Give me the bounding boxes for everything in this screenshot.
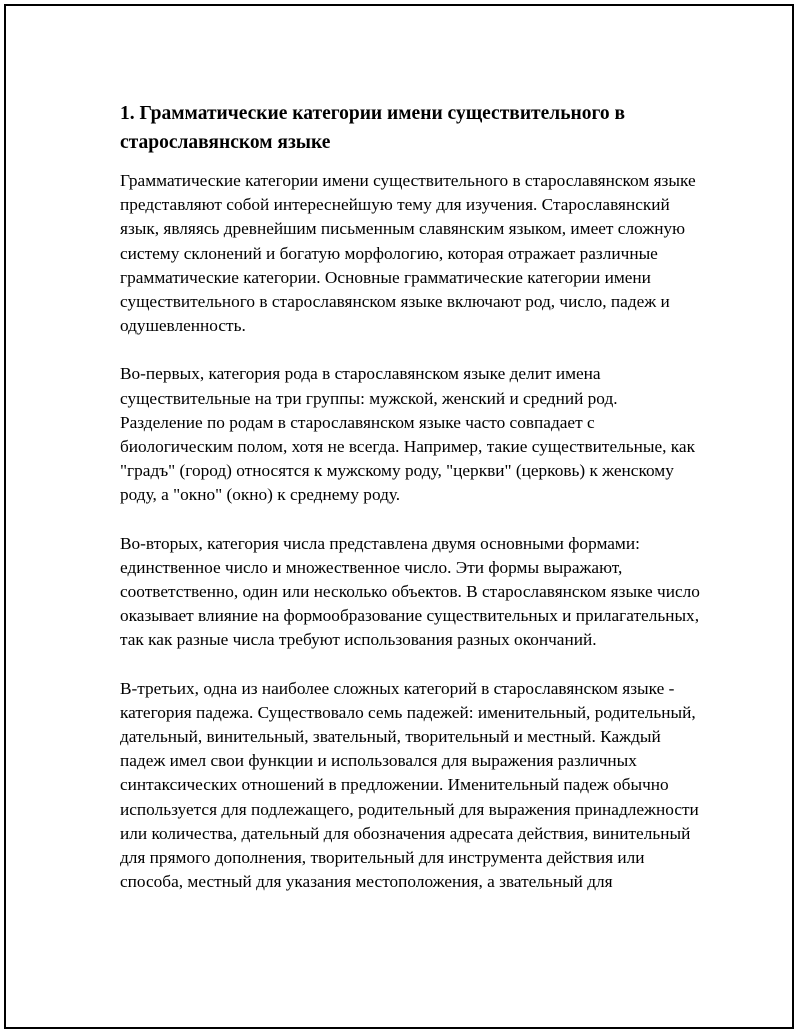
paragraph-number: Во-вторых, категория числа представлена двумя основными формами: единственное число и множественное число. Эти формы выражают, соответственно, один или несколько объектов. В старославянском языке число оказывает влияние на формообразование существительных и прилагательных, так как разные числа требуют использования разных окончаний. [120, 533, 700, 650]
document-content [120, 99, 700, 918]
section-heading: 1. Грамматические категории имени существительного в старославянском языке [120, 103, 626, 153]
document-page [4, 4, 794, 1029]
paragraph-case: В-третьих, одна из наиболее сложных категорий в старославянском языке - категория падежа. Существовало семь падежей: именительный, родительный, дательный, винительный, звательный, творительный и местный. Каждый падеж имел свои функции и использовался для выражения различных синтаксических отношений в предложении. Именительный падеж обычно используется для подлежащего, родительный для выражения принадлежности или количества, дательный для обозначения адресата действия, винительный для прямого дополнения, творительный для инструмента действия или способа, местный для указания местоположения, а звательный для [120, 678, 699, 892]
paragraph-intro: Грамматические категории имени существительного в старославянском языке представляют собой интереснейшую тему для изучения. Старославянский язык, являясь древнейшим письменным славянским языком, имеет сложную систему склонений и богатую морфологию, которая отражает различные грамматические категории. Основные грамматические категории имени существительного в старославянском языке включают род, число, падеж и одушевленность. [120, 171, 696, 336]
paragraph-gender: Во-первых, категория рода в старославянском языке делит имена существительные на три группы: мужской, женский и средний род. Разделение по родам в старославянском языке часто совпадает с биологическим полом, хотя не всегда. Например, такие существительные, как "градъ" (город) относятся к мужскому роду, "церкви" (церковь) к женскому роду, а "окно" (окно) к среднему роду. [120, 364, 695, 505]
